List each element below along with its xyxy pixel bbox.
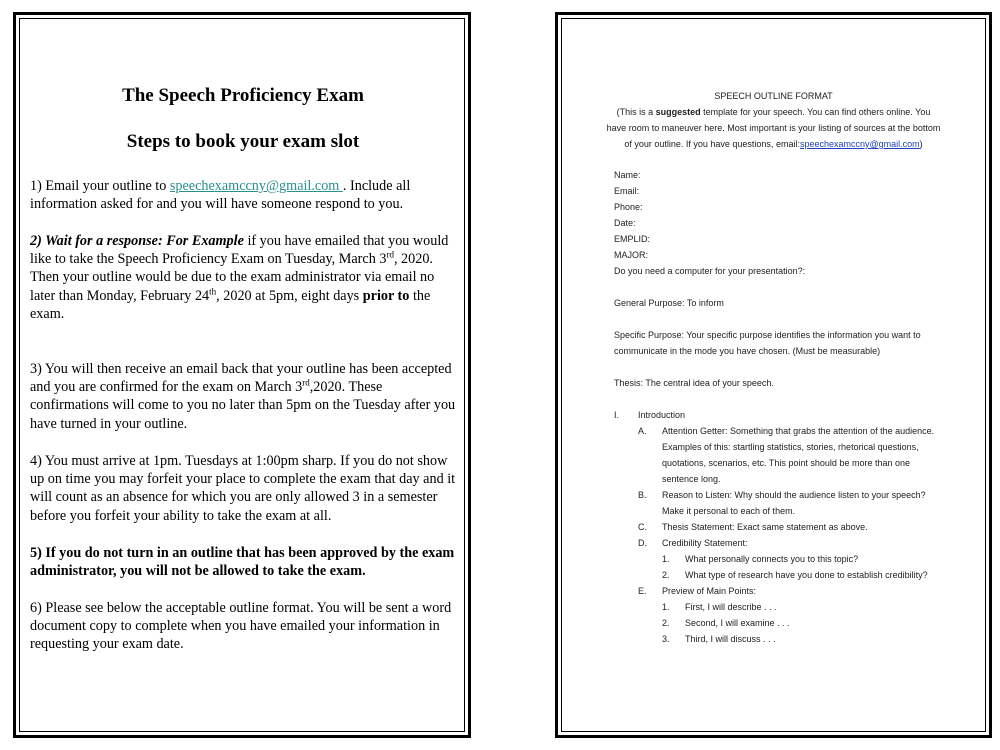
item-e-sub-3-marker: 3. xyxy=(662,634,670,644)
step-2-heading: 2) Wait for a response xyxy=(30,233,158,249)
step-6: 6) Please see below the acceptable outline format. You will be sent a word document copy to complete when you have emailed your information in requesting your exam date. xyxy=(30,600,452,653)
item-b-marker: B. xyxy=(638,490,647,500)
introduction-heading: Introduction xyxy=(638,410,686,420)
step-2-text-c: , 2020 at 5pm, eight days xyxy=(216,287,363,304)
item-a-line-2: Examples of this: startling statistics, stories, rhetorical questions, xyxy=(662,442,919,452)
step-3 xyxy=(30,360,456,433)
item-d-sub-2-text: What type of research have you done to establish credibility? xyxy=(685,570,928,580)
item-a-line-3: quotations, scenarios, etc. This point should be more than one xyxy=(662,458,910,468)
page-title: The Speech Proficiency Exam xyxy=(122,85,364,106)
item-a-line-4: sentence long. xyxy=(662,474,721,484)
item-e-sub-3-text: Third, I will discuss . . . xyxy=(685,634,776,644)
step-3-text-a: 3) You will then receive an email back that your outline has been accepted and you are confirmed for the exam on March 3 xyxy=(30,361,452,396)
step-2-text-a: if you have emailed that you would like to take the Speech Proficiency Exam on Tuesday, March 3 xyxy=(30,233,449,268)
step-2-sup-2: th xyxy=(209,285,217,296)
step-3-text-b: ,2020. These confirmations will come to you no later than 5pm on the Tuesday after you have turned in your outline. xyxy=(30,379,456,432)
specific-purpose-line-2: communicate in the mode you have chosen. (Must be measurable) xyxy=(614,346,881,356)
step-5 xyxy=(30,544,456,580)
step-4: 4) You must arrive at 1pm. Tuesdays at 1:00pm sharp. If you do not show up on time you may forfeit your place to complete the exam that day and it will count as an absence for which you are only allowed 3 in a semester before you forfeit your ability to take the exam at all. xyxy=(30,453,456,524)
field-major: MAJOR: xyxy=(614,250,649,260)
step-2-example: For Example xyxy=(166,233,244,249)
outline-intro-c: ) xyxy=(919,139,923,149)
item-b-line-1: Reason to Listen: Why should the audience listen to your speech? xyxy=(662,490,926,500)
item-d-sub-1-text: What personally connects you to this topic? xyxy=(685,554,859,564)
field-email: Email: xyxy=(614,186,640,196)
step-2-sup-1: rd xyxy=(386,249,394,260)
item-d-line-1: Credibility Statement: xyxy=(662,538,748,548)
outline-intro-b: template for your speech. You can find others online. You have room to maneuver here. Most important is your listing of sources at the bottom of your outline. If you have questions, email: xyxy=(606,107,941,149)
outline-intro-bold: suggested xyxy=(655,107,701,117)
left-page xyxy=(13,12,471,738)
field-emplid: EMPLID: xyxy=(614,234,651,244)
roman-numeral: I. xyxy=(614,410,620,420)
step-3-sup: rd xyxy=(302,377,310,388)
field-computer: Do you need a computer for your presentation?: xyxy=(614,266,806,276)
item-c-line-1: Thesis Statement: Exact same statement as above. xyxy=(662,522,868,532)
field-name: Name: xyxy=(614,170,641,180)
specific-purpose-line-1: Specific Purpose: Your specific purpose identifies the information you want to xyxy=(614,330,921,340)
field-phone: Phone: xyxy=(614,202,643,212)
general-purpose: General Purpose: To inform xyxy=(614,298,724,308)
item-e-sub-1-text: First, I will describe . . . xyxy=(685,602,777,612)
item-e-sub-1-marker: 1. xyxy=(662,602,670,612)
step-5-number: 5) xyxy=(30,545,46,561)
step-2-colon: : xyxy=(157,233,167,249)
step-2-text-d: the exam. xyxy=(30,287,431,322)
outline-email-link[interactable]: speechexamccny@gmail.com xyxy=(799,139,920,149)
step-1-text-a: 1) Email your outline to xyxy=(30,178,170,194)
field-date: Date: xyxy=(614,218,636,228)
item-b-line-2: Make it personal to each of them. xyxy=(662,506,796,516)
step-2 xyxy=(30,232,456,323)
item-d-sub-1-marker: 1. xyxy=(662,554,670,564)
item-e-sub-2-marker: 2. xyxy=(662,618,670,628)
step-5-warning: If you do not turn in an outline that has been approved by the exam administrator, you will not be allowed to take the exam. xyxy=(30,545,455,580)
item-e-sub-2-text: Second, I will examine . . . xyxy=(685,618,790,628)
thesis: Thesis: The central idea of your speech. xyxy=(614,378,774,388)
page-subtitle: Steps to book your exam slot xyxy=(126,131,360,152)
outline-intro xyxy=(606,104,941,152)
outline-intro-a: (This is a xyxy=(616,107,656,117)
item-a-line-1: Attention Getter: Something that grabs the attention of the audience. xyxy=(662,426,935,436)
item-e-text: Preview of Main Points: xyxy=(662,586,757,596)
item-e-marker: E. xyxy=(638,586,647,596)
step-2-text-b: , 2020. Then your outline would be due to the exam administrator via email no later than Monday, February 24 xyxy=(30,251,435,304)
email-link[interactable]: speechexamccny@gmail.com xyxy=(169,178,343,194)
item-d-marker: D. xyxy=(638,538,647,548)
step-1-text-b: . Include all information asked for and you will have someone respond to you. xyxy=(30,178,411,213)
item-c-marker: C. xyxy=(638,522,647,532)
item-d-sub-2-marker: 2. xyxy=(662,570,670,580)
right-page xyxy=(555,12,992,738)
step-2-prior: prior to xyxy=(362,287,410,304)
item-a-marker: A. xyxy=(638,426,647,436)
step-1 xyxy=(30,177,456,213)
outline-title: SPEECH OUTLINE FORMAT xyxy=(714,91,833,101)
